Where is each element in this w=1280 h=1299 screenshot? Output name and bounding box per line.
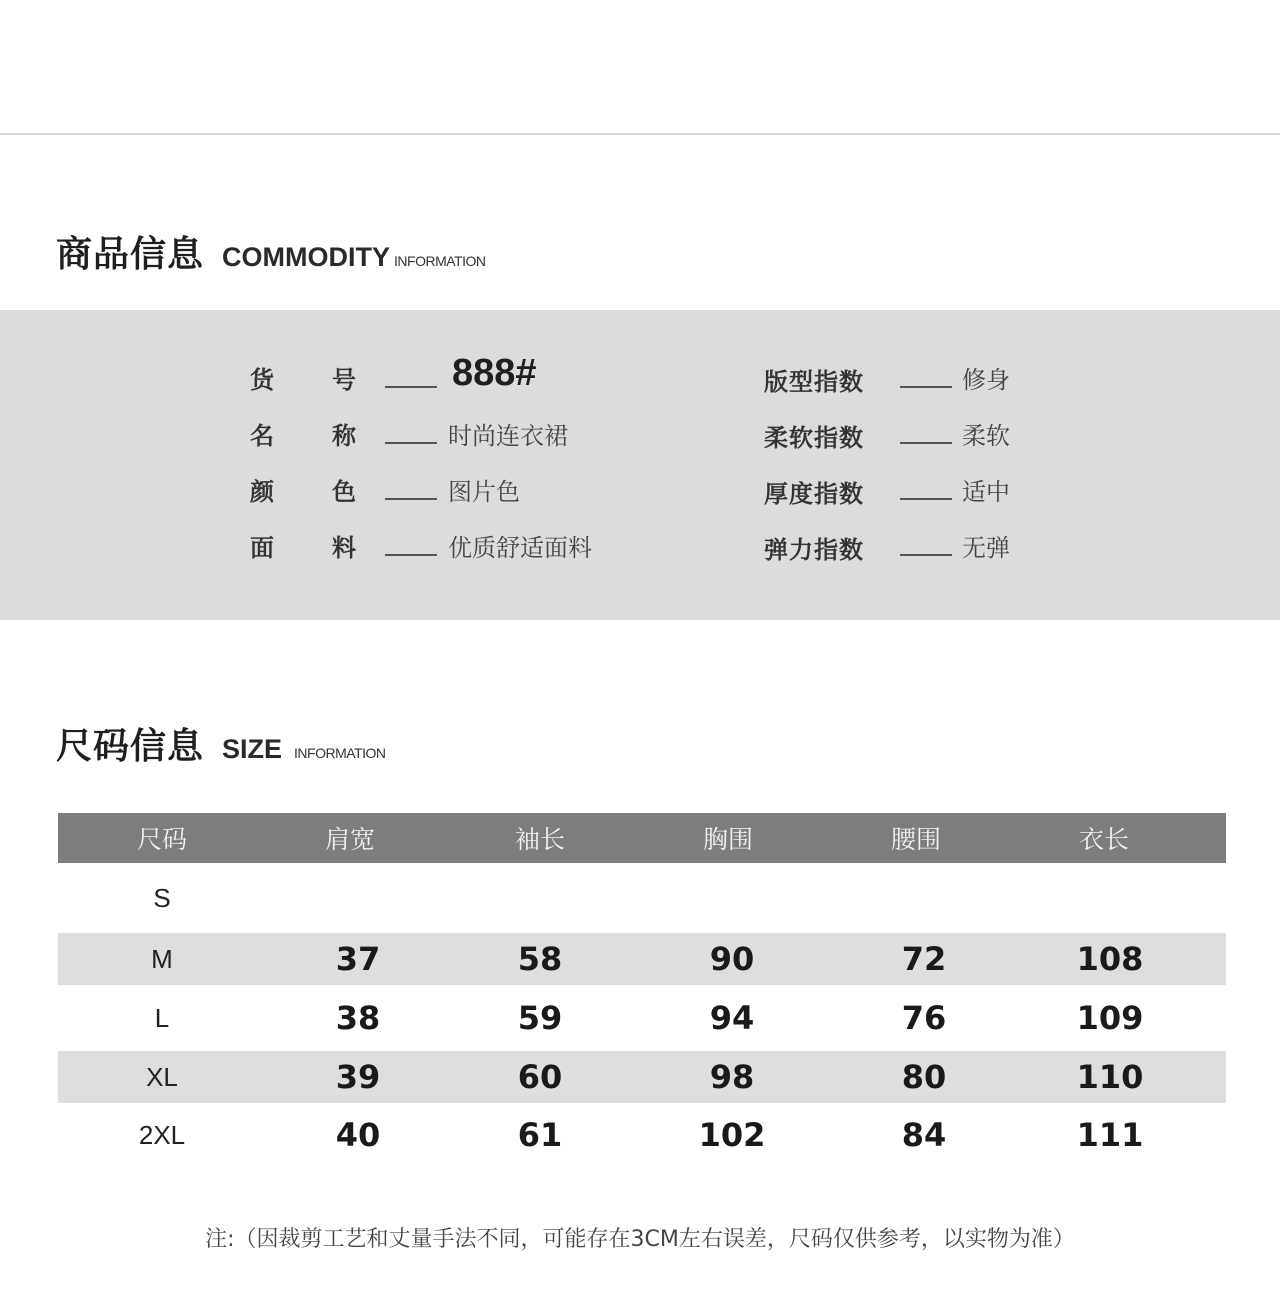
value-cell: 80	[901, 1058, 947, 1096]
size-title-cn: 尺码信息	[56, 726, 205, 767]
softness-index-value: 柔软	[962, 422, 1010, 450]
label-char: 料	[332, 534, 356, 562]
thickness-index-value: 适中	[962, 478, 1010, 506]
value-cell: 84	[901, 1116, 947, 1154]
table-row	[58, 985, 1226, 1051]
size-title-en: SIZE	[222, 734, 283, 764]
blank-line	[385, 386, 437, 388]
value-cell: 37	[335, 940, 381, 978]
label-char: 称	[332, 422, 356, 450]
label-char: 名	[250, 422, 274, 450]
blank-line	[900, 498, 952, 500]
table-row	[58, 1051, 1226, 1103]
label-char: 号	[332, 366, 356, 394]
label-char: 色	[332, 478, 356, 506]
size-cell: L	[154, 1002, 170, 1033]
table-row	[58, 863, 1226, 933]
size-table	[58, 813, 1226, 1167]
value-cell: 110	[1076, 1058, 1144, 1096]
table-row	[58, 933, 1226, 985]
table-header-row	[58, 813, 1226, 863]
value-cell: 90	[709, 940, 755, 978]
label-char: 货	[250, 366, 274, 394]
value-cell: 108	[1076, 940, 1144, 978]
size-cell: XL	[146, 1061, 178, 1092]
fabric-value: 优质舒适面料	[448, 534, 592, 562]
label-char: 颜	[250, 478, 274, 506]
commodity-title-en: COMMODITY	[222, 242, 391, 272]
value-cell: 98	[709, 1058, 755, 1096]
value-cell: 59	[517, 999, 563, 1037]
elasticity-index-label: 弹力指数	[764, 536, 864, 564]
blank-line	[900, 386, 952, 388]
value-cell: 72	[901, 940, 947, 978]
value-cell: 60	[517, 1058, 563, 1096]
top-divider	[0, 133, 1280, 135]
blank-line	[900, 442, 952, 444]
value-cell	[480, 863, 600, 933]
label-char: 面	[250, 534, 274, 562]
size-heading	[56, 718, 386, 769]
value-cell: 102	[698, 1116, 766, 1154]
fit-index-value: 修身	[962, 366, 1010, 394]
size-title-en-small: INFORMATION	[294, 745, 386, 761]
value-cell: 39	[335, 1058, 381, 1096]
table-row	[58, 1103, 1226, 1167]
fit-index-label: 版型指数	[764, 368, 864, 396]
commodity-heading	[56, 226, 485, 277]
header-size: 尺码	[136, 825, 187, 854]
header-sleeve: 袖长	[514, 825, 565, 854]
item-number-value: 888#	[452, 352, 537, 394]
value-cell: 111	[1076, 1116, 1144, 1154]
commodity-title-en-small: INFORMATION	[394, 253, 486, 269]
header-length: 衣长	[1078, 825, 1129, 854]
thickness-index-label: 厚度指数	[764, 480, 864, 508]
value-cell: 40	[335, 1116, 381, 1154]
value-cell	[864, 863, 984, 933]
elasticity-index-value: 无弹	[962, 534, 1010, 562]
value-cell: 61	[517, 1116, 563, 1154]
header-chest: 胸围	[702, 825, 753, 854]
value-cell: 76	[901, 999, 947, 1037]
header-shoulder: 肩宽	[324, 825, 375, 854]
header-waist: 腰围	[890, 825, 941, 854]
value-cell: 38	[335, 999, 381, 1037]
size-cell: M	[151, 943, 173, 974]
size-cell: 2XL	[138, 1119, 186, 1150]
measurement-note: 注:（因裁剪工艺和丈量手法不同，可能存在3CM左右误差，尺码仅供参考，以实物为准）	[205, 1227, 1075, 1252]
blank-line	[385, 498, 437, 500]
size-cell: S	[153, 882, 171, 913]
value-cell	[1050, 863, 1170, 933]
blank-line	[385, 442, 437, 444]
value-cell	[672, 863, 792, 933]
value-cell: 109	[1076, 999, 1144, 1037]
commodity-info-panel	[0, 310, 1280, 620]
value-cell	[298, 863, 418, 933]
name-value: 时尚连衣裙	[448, 422, 568, 450]
blank-line	[900, 554, 952, 556]
color-value: 图片色	[448, 478, 520, 506]
blank-line	[385, 554, 437, 556]
value-cell: 58	[517, 940, 563, 978]
softness-index-label: 柔软指数	[764, 424, 864, 452]
value-cell: 94	[709, 999, 755, 1037]
commodity-title-cn: 商品信息	[56, 234, 205, 275]
